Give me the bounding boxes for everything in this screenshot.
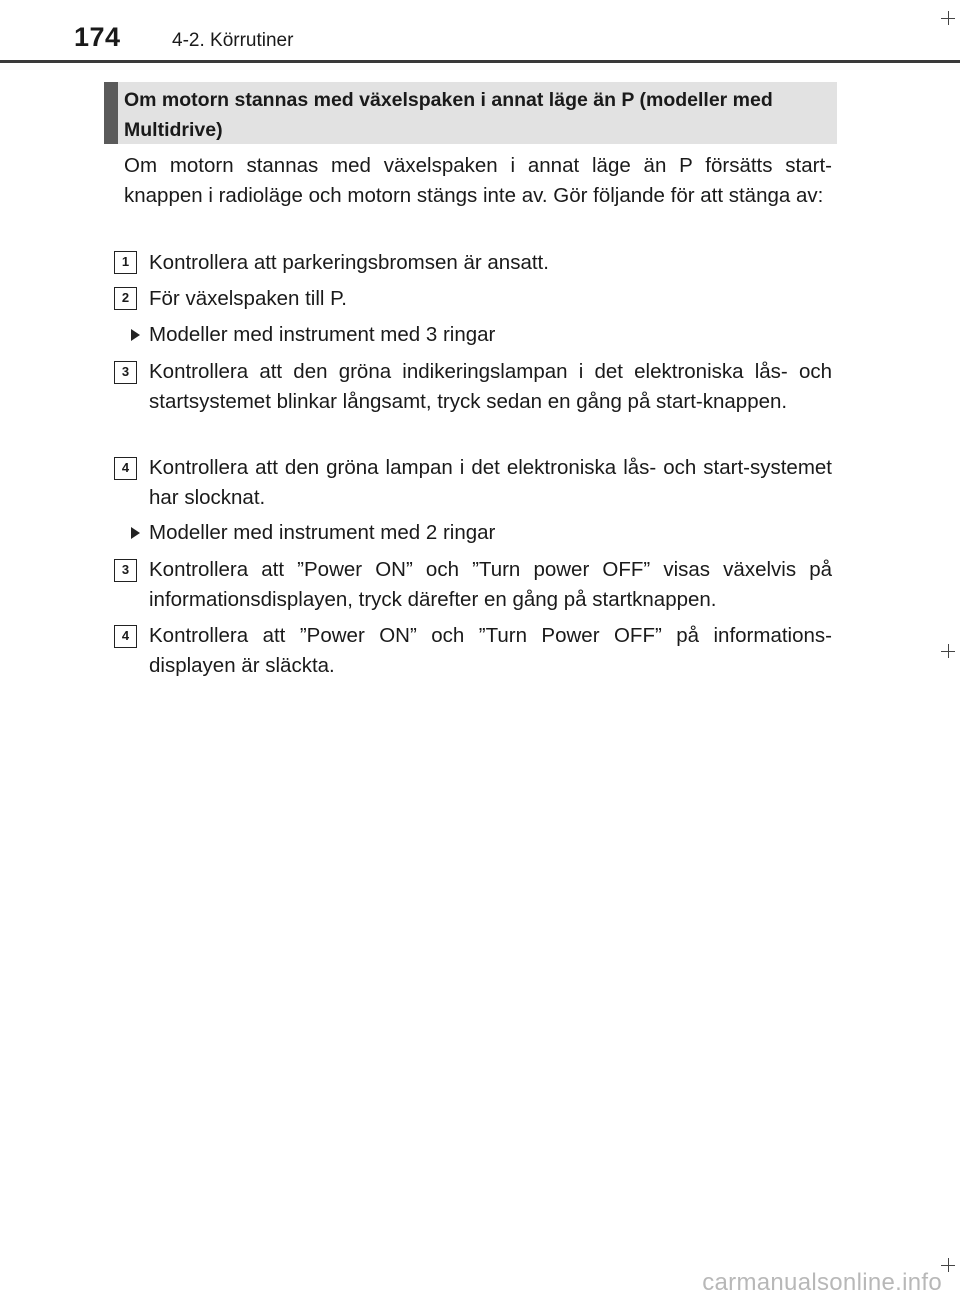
page-number: 174 [74,22,121,52]
watermark: carmanualsonline.info [702,1269,942,1296]
step-badge-a3: 3 [114,361,137,384]
intro-paragraph: Om motorn stannas med växelspaken i annat läge än P försätts start-knappen i radioläge och motorn stängs inte av. Gör följande för att stänga av: [124,154,832,207]
step-badge-a4: 4 [114,457,137,480]
variant-b-heading: Modeller med instrument med 2 ringar [149,521,496,544]
step-text-a4: Kontrollera att den gröna lampan i det elektroniska lås- och start-systemet har slocknat. [149,456,832,509]
crop-mark-top-right [941,11,955,25]
header-rule [0,60,960,63]
step-text-b4: Kontrollera att ”Power ON” och ”Turn Power OFF” på informations-displayen är släckta. [149,624,832,677]
variant-a-heading: Modeller med instrument med 3 ringar [149,323,496,346]
step-text-a3: Kontrollera att den gröna indikeringslampan i det elektroniska lås- och startsystemet blinkar långsamt, tryck sedan en gång på start-knappen. [149,360,832,413]
step-text-1: Kontrollera att parkeringsbromsen är ansatt. [149,251,549,274]
step-badge-b4: 4 [114,625,137,648]
section-title: 4-2. Körrutiner [172,30,294,51]
crop-mark-middle-right [941,644,955,658]
crop-mark-bottom-right [941,1258,955,1272]
step-badge-b3: 3 [114,559,137,582]
arrow-icon [131,527,140,539]
step-badge-2: 2 [114,287,137,310]
step-text-2: För växelspaken till P. [149,287,347,310]
step-badge-1: 1 [114,251,137,274]
arrow-icon [131,329,140,341]
box-header-title: Om motorn stannas med växelspaken i annat läge än P (modeller med Multidrive) [104,82,837,144]
step-text-b3: Kontrollera att ”Power ON” och ”Turn power OFF” visas växelvis på informationsdisplayen, tryck därefter en gång på startknappen. [149,558,832,611]
